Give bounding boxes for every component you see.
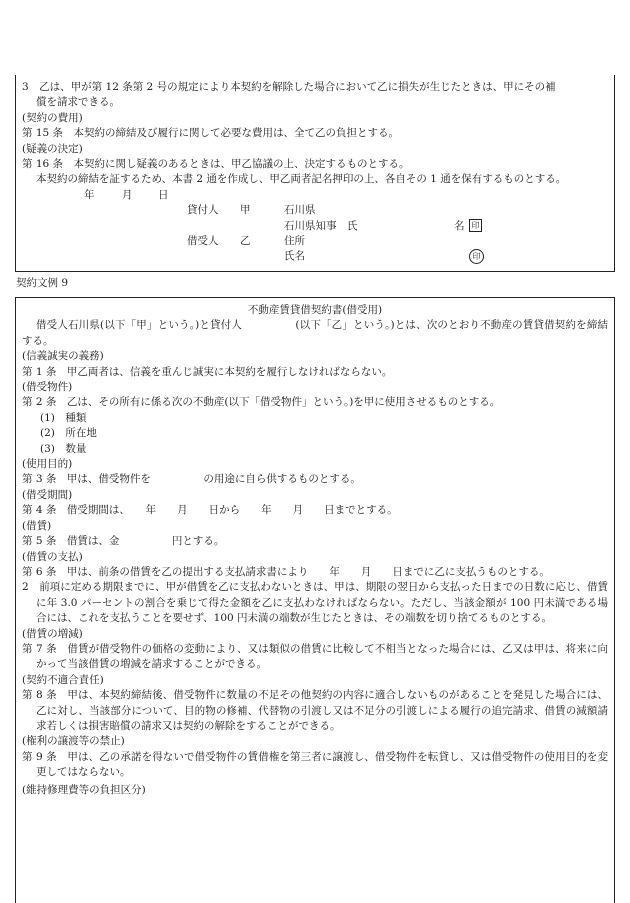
article-2: 第 2 条 乙は、その所有に係る次の不動産(以下「借受物件」という。)を甲に使用させるものとする。: [22, 396, 501, 409]
article-4: 第 4 条 借受期間は、 年 月 日から 年 月 日までとする。: [22, 504, 398, 517]
lessee-address-label: 住所: [284, 235, 305, 248]
lessee-name-label: 氏名: [284, 250, 305, 263]
date-day: 日: [158, 188, 169, 201]
date-year: 年: [84, 188, 95, 201]
clause-14-3-line2: 償を請求できる。: [36, 96, 120, 109]
heading-nonconformity: (契約不適合責任): [22, 673, 104, 686]
square-seal-icon: 印: [469, 219, 482, 232]
contract-intro: 借受人石川県(以下「甲」という。)と貸付人 (以下「乙」という。)とは、次のとおり不動産の賃貸借契約を締結する。: [22, 319, 608, 347]
article-9: 第 9 条 甲は、乙の承諾を得ないで借受物件の賃借権を第三者に譲渡し、借受物件を転貸し、又は借受物件の使用目的を変更してはならない。: [22, 750, 608, 779]
lessor-name-suffix: 名: [454, 219, 465, 232]
clause-14-3-line1: 3 乙は、甲が第 12 条第 2 号の規定により本契約を解除した場合において乙に損失が生じたときは、甲にその補: [22, 81, 556, 93]
property-item-location: (2) 所在地: [40, 427, 97, 440]
heading-rent: (借賃): [22, 519, 52, 532]
heading-good-faith: (信義誠実の義務): [22, 350, 104, 363]
lessor-address: 石川県: [284, 204, 316, 217]
heading-leased-property: (借受物件): [22, 381, 73, 394]
round-seal-icon: 印: [469, 249, 484, 264]
heading-purpose: (使用目的): [22, 458, 73, 471]
lessee-party: 乙: [240, 235, 251, 248]
article-1: 第 1 条 甲乙両者は、信義を重んじ誠実に本契約を履行しなければならない。: [22, 365, 393, 378]
article-6: 第 6 条 甲は、前条の借賃を乙の提出する支払請求書により 年 月 日までに乙に支払うものとする。: [22, 565, 550, 578]
contract-title: 不動産賃貸借契約書(借受用): [247, 304, 383, 316]
article-6-paragraph-2: 2 前項に定める期限までに、甲が借賃を乙に支払わないときは、甲は、期限の翌日から支払った日までの日数に応じ、借賃に年 3.0 パーセントの割合を乗じて得た金額を乙に支払わなければならない。ただし、当該金額が 100 円未満である場合には、これを支払うことを要せず、100 円未満の端数が生じたときは、その端数を切り捨てるものとする。: [22, 581, 608, 625]
lessee-role: 借受人: [187, 235, 219, 248]
lessor-name-row: [22, 219, 608, 234]
date-month: 月: [122, 188, 133, 201]
heading-transfer-prohibition: (権利の譲渡等の禁止): [22, 735, 125, 748]
property-item-quantity: (3) 数量: [40, 442, 87, 455]
heading-contract-expenses: (契約の費用): [22, 111, 83, 124]
previous-contract-box: [15, 75, 615, 272]
lessee-name-row: [22, 249, 608, 264]
article-3: 第 3 条 甲は、借受物件を の用途に自ら供するものとする。: [22, 473, 361, 486]
lessor-name: 石川県知事 氏: [284, 219, 358, 232]
attestation-clause: 本契約の締結を証するため、本書 2 通を作成し、甲乙両者記名押印の上、各自その 1 通を保有するものとする。: [36, 173, 567, 186]
lessor-party: 甲: [240, 204, 251, 217]
heading-rent-adjustment: (借賃の増減): [22, 627, 83, 640]
article-15: 第 15 条 本契約の締結及び履行に関して必要な費用は、全て乙の負担とする。: [22, 127, 400, 140]
heading-doubt-resolution: (疑義の決定): [22, 142, 83, 155]
property-item-type: (1) 種類: [40, 411, 87, 424]
heading-rent-payment: (借賃の支払): [22, 550, 83, 563]
article-16: 第 16 条 本契約に関し疑義のあるときは、甲乙協議の上、決定するものとする。: [22, 158, 410, 171]
heading-lease-period: (借受期間): [22, 488, 73, 501]
article-7: 第 7 条 借賃が借受物件の価格の変動により、又は類似の借賃に比較して不相当となった場合には、乙又は甲は、将来に向かって当該借賃の増減を請求することができる。: [22, 642, 608, 671]
date-line: [22, 188, 608, 203]
lessor-address-row: [22, 203, 608, 218]
contract-example-box: [15, 297, 615, 903]
article-8: 第 8 条 甲は、本契約締結後、借受物件に数量の不足その他契約の内容に適合しないものがあることを発見した場合には、乙に対し、当該部分について、目的物の修補、代替物の引渡し又は不足分の引渡しによる履行の追完請求、借賃の減額請求若しくは損害賠償の請求又は契約の解除をすることができる。: [22, 689, 608, 732]
lessee-address-row: [22, 234, 608, 249]
lessor-role: 貸付人: [187, 204, 219, 217]
article-5: 第 5 条 借賃は、金 円とする。: [22, 535, 225, 548]
heading-maintenance-costs: (維持修理費等の負担区分): [22, 783, 146, 796]
example-heading: 契約文例 9: [16, 277, 69, 289]
